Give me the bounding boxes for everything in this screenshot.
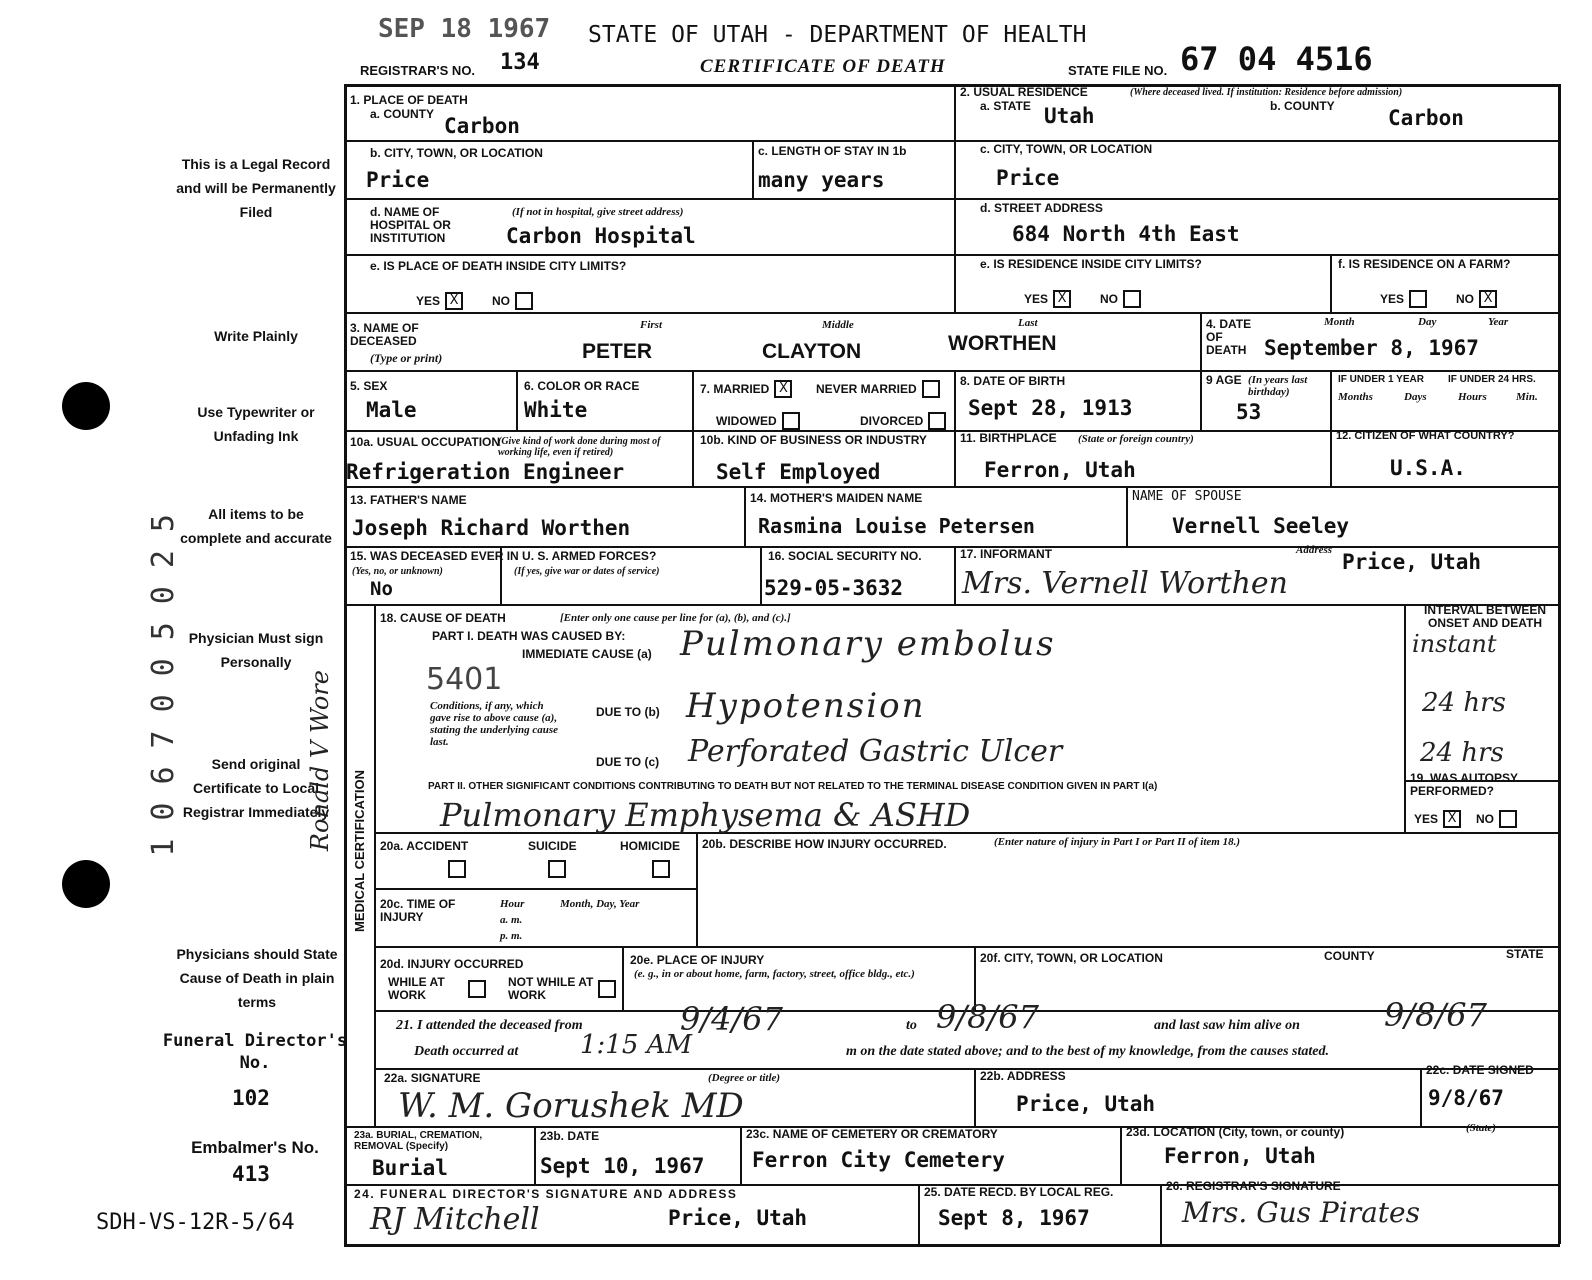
cause-code: 5401 bbox=[426, 662, 503, 697]
label-res-county: b. COUNTY bbox=[1270, 99, 1335, 113]
label-physician-signature: 22a. SIGNATURE bbox=[384, 1071, 481, 1085]
hospital-name[interactable]: Carbon Hospital bbox=[506, 224, 696, 248]
homicide-checkbox[interactable] bbox=[652, 860, 670, 878]
label-registrar-signature: 26. REGISTRAR'S SIGNATURE bbox=[1166, 1179, 1341, 1193]
citizenship[interactable]: U.S.A. bbox=[1390, 456, 1466, 480]
last-name[interactable]: WORTHEN bbox=[948, 332, 1057, 355]
age[interactable]: 53 bbox=[1236, 400, 1262, 424]
date-of-birth[interactable]: Sept 28, 1913 bbox=[968, 396, 1133, 420]
autopsy-yes[interactable]: YES X bbox=[1414, 808, 1461, 828]
never-married-checkbox[interactable]: NEVER MARRIED bbox=[816, 378, 940, 398]
death-city[interactable]: Price bbox=[366, 168, 430, 192]
label-res-city: c. CITY, TOWN, OR LOCATION bbox=[980, 142, 1153, 156]
label-residence-note: (Where deceased lived. If institution: Residence before admission) bbox=[1130, 87, 1403, 98]
label-injury-how: 20b. DESCRIBE HOW INJURY OCCURRED. bbox=[702, 837, 947, 851]
cemetery-name[interactable]: Ferron City Cemetery bbox=[752, 1148, 1005, 1172]
registrar-number: 134 bbox=[500, 50, 540, 75]
last-saw-alive[interactable]: 9/8/67 bbox=[1384, 996, 1487, 1034]
label-due-to-c: DUE TO (c) bbox=[596, 755, 660, 769]
sidebar-write-plainly: Write Plainly bbox=[214, 328, 298, 344]
cemetery-location[interactable]: Ferron, Utah bbox=[1164, 1144, 1316, 1168]
cause-c[interactable]: Perforated Gastric Ulcer bbox=[688, 734, 1063, 769]
label-while-at-work: WHILE AT WORK bbox=[388, 975, 445, 1002]
interval-c[interactable]: 24 hrs bbox=[1420, 738, 1504, 768]
sex[interactable]: Male bbox=[366, 398, 417, 422]
header-last: Last bbox=[1018, 317, 1038, 329]
residence-county[interactable]: Carbon bbox=[1388, 106, 1464, 130]
label-injury-county: COUNTY bbox=[1324, 949, 1375, 963]
registrar-signature[interactable]: Mrs. Gus Pirates bbox=[1182, 1196, 1420, 1229]
label-under-1-year: IF UNDER 1 YEAR bbox=[1338, 374, 1424, 385]
header-first: First bbox=[640, 319, 663, 331]
label-am: a. m. bbox=[500, 914, 523, 926]
attended-to[interactable]: 9/8/67 bbox=[936, 998, 1039, 1036]
race[interactable]: White bbox=[524, 398, 588, 422]
armed-forces[interactable]: No bbox=[370, 578, 393, 600]
mother-maiden-name[interactable]: Rasmina Louise Petersen bbox=[758, 514, 1035, 538]
label-to: to bbox=[906, 1018, 917, 1033]
label-business: 10b. KIND OF BUSINESS OR INDUSTRY bbox=[700, 433, 927, 447]
label-cause-note: [Enter only one cause per line for (a), (b), and (c).] bbox=[560, 612, 791, 624]
label-cemetery-location: 23d. LOCATION (City, town, or county) bbox=[1126, 1125, 1345, 1139]
label-month-day-year: Month, Day, Year bbox=[560, 898, 640, 910]
while-at-work-checkbox[interactable] bbox=[468, 980, 486, 998]
funeral-director-number: 102 bbox=[232, 1086, 270, 1110]
married-checkbox[interactable]: 7. MARRIED X bbox=[700, 378, 792, 398]
label-usual-residence: 2. USUAL RESIDENCE bbox=[960, 85, 1088, 99]
label-occupation: 10a. USUAL OCCUPATION bbox=[350, 435, 501, 449]
label-death-occurred-tail: m on the date stated above; and to the best of my knowledge, from the causes stated. bbox=[846, 1044, 1329, 1059]
residence-state[interactable]: Utah bbox=[1044, 104, 1095, 128]
label-name-deceased: 3. NAME OF DECEASED bbox=[350, 321, 419, 348]
label-hospital: d. NAME OF HOSPITAL OR INSTITUTION bbox=[370, 205, 451, 245]
funeral-director-label: Funeral Director's No. bbox=[162, 1031, 348, 1073]
cause-b[interactable]: Hypotension bbox=[686, 686, 926, 726]
label-citizen: 12. CITIZEN OF WHAT COUNTRY? bbox=[1336, 430, 1515, 442]
header-middle: Middle bbox=[822, 319, 854, 331]
label-due-to-b: DUE TO (b) bbox=[596, 705, 660, 719]
embalmer-label: Embalmer's No. bbox=[191, 1138, 319, 1157]
label-date-of-birth: 8. DATE OF BIRTH bbox=[960, 374, 1066, 388]
label-time-of-injury: 20c. TIME OF INJURY bbox=[380, 897, 456, 924]
label-injury-state: STATE bbox=[1506, 947, 1544, 961]
death-city-limits-yes[interactable]: YES X bbox=[416, 290, 463, 310]
label-cause-of-death: 18. CAUSE OF DEATH bbox=[380, 611, 506, 625]
header-month: Month bbox=[1324, 316, 1355, 328]
not-while-at-work-checkbox[interactable] bbox=[598, 980, 616, 998]
social-security-number[interactable]: 529-05-3632 bbox=[764, 576, 904, 600]
label-res-city-limits: e. IS RESIDENCE INSIDE CITY LIMITS? bbox=[980, 257, 1202, 271]
date-of-death[interactable]: September 8, 1967 bbox=[1264, 336, 1479, 360]
label-father: 13. FATHER'S NAME bbox=[350, 493, 467, 507]
sidebar-legal-record: This is a Legal Record and will be Permanently Filed bbox=[176, 156, 336, 220]
label-conditions: Conditions, if any, which gave rise to above cause (a), stating the underlying cause last. bbox=[430, 700, 559, 748]
physician-signature[interactable]: W. M. Gorushek MD bbox=[398, 1086, 744, 1126]
label-birthplace-note: (State or foreign country) bbox=[1078, 433, 1194, 445]
cause-a[interactable]: Pulmonary embolus bbox=[680, 624, 1056, 664]
header-days: Days bbox=[1404, 391, 1427, 403]
label-informant: 17. INFORMANT bbox=[960, 547, 1053, 561]
farm-no[interactable]: NO X bbox=[1456, 288, 1497, 308]
label-funeral-director: 24. FUNERAL DIRECTOR'S SIGNATURE AND ADDRESS bbox=[354, 1187, 738, 1201]
label-date-received: 25. DATE RECD. BY LOCAL REG. bbox=[924, 1185, 1114, 1199]
agency-title: STATE OF UTAH - DEPARTMENT OF HEALTH bbox=[588, 22, 1087, 48]
vertical-file-number: 1067005025 bbox=[146, 496, 181, 857]
label-type-or-print: (Type or print) bbox=[370, 351, 443, 365]
death-county[interactable]: Carbon bbox=[444, 114, 520, 138]
medical-certification-label: MEDICAL CERTIFICATION bbox=[352, 770, 367, 933]
label-armed-note-1: (Yes, no, or unknown) bbox=[352, 566, 443, 577]
interval-a[interactable]: instant bbox=[1412, 630, 1497, 658]
residence-street[interactable]: 684 North 4th East bbox=[1012, 222, 1240, 246]
label-accident: 20a. ACCIDENT bbox=[380, 839, 469, 853]
label-homicide: HOMICIDE bbox=[620, 839, 680, 853]
header-months: Months bbox=[1338, 391, 1373, 403]
label-place-of-injury: 20e. PLACE OF INJURY bbox=[630, 953, 765, 967]
label-address: Address bbox=[1296, 544, 1333, 556]
label-date-signed: 22c. DATE SIGNED bbox=[1426, 1063, 1534, 1077]
label-inside-city-limits: e. IS PLACE OF DEATH INSIDE CITY LIMITS? bbox=[370, 259, 627, 273]
label-armed-note-2: (If yes, give war or dates of service) bbox=[514, 566, 660, 577]
burial-date[interactable]: Sept 10, 1967 bbox=[540, 1154, 705, 1178]
label-attended-from: 21. I attended the deceased from bbox=[396, 1018, 583, 1033]
label-mother: 14. MOTHER'S MAIDEN NAME bbox=[750, 491, 923, 505]
label-injury-city: 20f. CITY, TOWN, OR LOCATION bbox=[980, 951, 1163, 965]
label-degree: (Degree or title) bbox=[708, 1072, 781, 1084]
label-birthplace: 11. BIRTHPLACE bbox=[960, 431, 1057, 445]
death-time[interactable]: 1:15 AM bbox=[580, 1030, 693, 1060]
label-not-while-at-work: NOT WHILE AT WORK bbox=[508, 975, 594, 1002]
sidebar-physician-sign: Physician Must sign Personally bbox=[188, 630, 324, 670]
label-cemetery-state: (State) bbox=[1466, 1122, 1496, 1134]
label-date-of-death: 4. DATE OF DEATH bbox=[1206, 317, 1252, 357]
header-year: Year bbox=[1488, 316, 1509, 328]
label-state: a. STATE bbox=[980, 99, 1031, 113]
label-injury-occurred: 20d. INJURY OCCURRED bbox=[380, 957, 524, 971]
label-pm: p. m. bbox=[500, 930, 523, 942]
middle-name[interactable]: CLAYTON bbox=[762, 340, 862, 363]
interval-b[interactable]: 24 hrs bbox=[1422, 688, 1506, 718]
suicide-checkbox[interactable] bbox=[548, 860, 566, 878]
label-death-occurred: Death occurred at bbox=[414, 1044, 519, 1059]
burial-type[interactable]: Burial bbox=[372, 1156, 448, 1180]
label-city: b. CITY, TOWN, OR LOCATION bbox=[370, 146, 543, 160]
label-cemetery: 23c. NAME OF CEMETERY OR CREMATORY bbox=[746, 1127, 998, 1141]
header-day: Day bbox=[1418, 316, 1437, 328]
birthplace[interactable]: Ferron, Utah bbox=[984, 458, 1136, 482]
label-interval: INTERVAL BETWEEN ONSET AND DEATH bbox=[1423, 603, 1546, 630]
spouse-name[interactable]: Vernell Seeley bbox=[1172, 514, 1350, 538]
label-ssn: 16. SOCIAL SECURITY NO. bbox=[768, 549, 922, 563]
label-length-of-stay: c. LENGTH OF STAY IN 1b bbox=[758, 144, 907, 158]
label-sex: 5. SEX bbox=[350, 379, 388, 393]
residence-city[interactable]: Price bbox=[996, 166, 1060, 190]
physician-address[interactable]: Price, Utah bbox=[1016, 1092, 1156, 1116]
label-spouse: NAME OF SPOUSE bbox=[1132, 489, 1242, 504]
label-farm: f. IS RESIDENCE ON A FARM? bbox=[1338, 257, 1511, 271]
widowed-checkbox[interactable]: WIDOWED bbox=[716, 410, 800, 430]
label-physician-address: 22b. ADDRESS bbox=[980, 1069, 1066, 1083]
res-city-limits-yes[interactable]: YES X bbox=[1024, 288, 1071, 308]
hole-punch-top bbox=[62, 382, 110, 430]
occupation[interactable]: Refrigeration Engineer bbox=[346, 460, 625, 484]
label-armed-forces: 15. WAS DECEASED EVER IN U. S. ARMED FORCES? bbox=[350, 549, 657, 563]
label-under-24-hrs: IF UNDER 24 HRS. bbox=[1448, 374, 1536, 385]
label-part2: PART II. OTHER SIGNIFICANT CONDITIONS CONTRIBUTING TO DEATH BUT NOT RELATED TO THE TERMINAL DISEASE CONDITION GIVEN IN PART I(a) bbox=[428, 781, 1158, 792]
length-of-stay[interactable]: many years bbox=[758, 168, 885, 192]
accident-checkbox[interactable] bbox=[448, 860, 466, 878]
res-city-limits-no[interactable]: NO bbox=[1100, 288, 1141, 308]
divorced-checkbox[interactable]: DIVORCED bbox=[860, 410, 946, 430]
sidebar-typewriter: Use Typewriter or Unfading Ink bbox=[197, 404, 315, 444]
header-hours: Hours bbox=[1458, 391, 1487, 403]
label-burial: 23a. BURIAL, CREMATION, REMOVAL (Specify) bbox=[354, 1130, 483, 1152]
informant-signature[interactable]: Mrs. Vernell Worthen bbox=[962, 566, 1288, 601]
received-date-stamp: SEP 18 1967 bbox=[378, 14, 551, 44]
label-part1: PART I. DEATH WAS CAUSED BY: bbox=[432, 629, 626, 643]
part2-conditions[interactable]: Pulmonary Emphysema & ASHD bbox=[440, 796, 971, 834]
embalmer-number: 413 bbox=[232, 1162, 270, 1186]
first-name[interactable]: PETER bbox=[582, 340, 653, 363]
label-place-of-death: 1. PLACE OF DEATH bbox=[350, 93, 468, 107]
label-county: a. COUNTY bbox=[370, 107, 435, 121]
label-last-saw: and last saw him alive on bbox=[1154, 1018, 1300, 1033]
farm-yes[interactable]: YES bbox=[1380, 288, 1427, 308]
label-hospital-note: (If not in hospital, give street address) bbox=[512, 206, 684, 218]
sidebar-complete: All items to be complete and accurate bbox=[180, 506, 332, 546]
label-burial-date: 23b. DATE bbox=[540, 1129, 600, 1143]
vertical-signature: Ronald V Wore bbox=[306, 670, 334, 852]
label-hour: Hour bbox=[500, 898, 525, 910]
form-code: SDH-VS-12R-5/64 bbox=[96, 1210, 295, 1235]
funeral-director-address[interactable]: Price, Utah bbox=[668, 1206, 808, 1230]
sidebar-send-original: Send original Certificate to Local Registrar Immediately bbox=[182, 756, 330, 820]
label-race: 6. COLOR OR RACE bbox=[524, 379, 640, 393]
attended-from[interactable]: 9/4/67 bbox=[680, 1000, 783, 1038]
label-street: d. STREET ADDRESS bbox=[980, 201, 1103, 215]
label-injury-how-note: (Enter nature of injury in Part I or Part II of item 18.) bbox=[994, 836, 1241, 848]
label-age-note: (In years last birthday) bbox=[1248, 374, 1308, 398]
state-file-label: STATE FILE NO. bbox=[1068, 63, 1168, 78]
sidebar-cause-plain-terms: Physicians should State Cause of Death in plain terms bbox=[176, 946, 338, 1010]
header-min: Min. bbox=[1516, 391, 1538, 403]
certificate-title: CERTIFICATE OF DEATH bbox=[700, 56, 946, 77]
funeral-director-signature[interactable]: RJ Mitchell bbox=[370, 1202, 540, 1237]
hole-punch-bottom bbox=[62, 860, 110, 908]
label-immediate-cause: IMMEDIATE CAUSE (a) bbox=[522, 647, 652, 661]
date-received[interactable]: Sept 8, 1967 bbox=[938, 1206, 1090, 1230]
father-name[interactable]: Joseph Richard Worthen bbox=[352, 516, 631, 540]
business[interactable]: Self Employed bbox=[716, 460, 881, 484]
label-suicide: SUICIDE bbox=[528, 839, 577, 853]
death-city-limits-no[interactable]: NO bbox=[492, 290, 533, 310]
informant-address[interactable]: Price, Utah bbox=[1342, 550, 1482, 574]
state-file-number: 67 04 4516 bbox=[1180, 40, 1373, 78]
label-place-of-injury-note: (e. g., in or about home, farm, factory, street, office bldg., etc.) bbox=[634, 968, 915, 980]
date-signed[interactable]: 9/8/67 bbox=[1428, 1086, 1504, 1110]
autopsy-no[interactable]: NO bbox=[1476, 808, 1517, 828]
registrar-label: REGISTRAR'S NO. bbox=[360, 63, 476, 78]
label-occupation-note: (Give kind of work done during most of working life, even if retired) bbox=[498, 436, 661, 458]
label-age: 9 AGE bbox=[1206, 373, 1242, 387]
label-autopsy: 19. WAS AUTOPSY PERFORMED? bbox=[1410, 771, 1518, 798]
